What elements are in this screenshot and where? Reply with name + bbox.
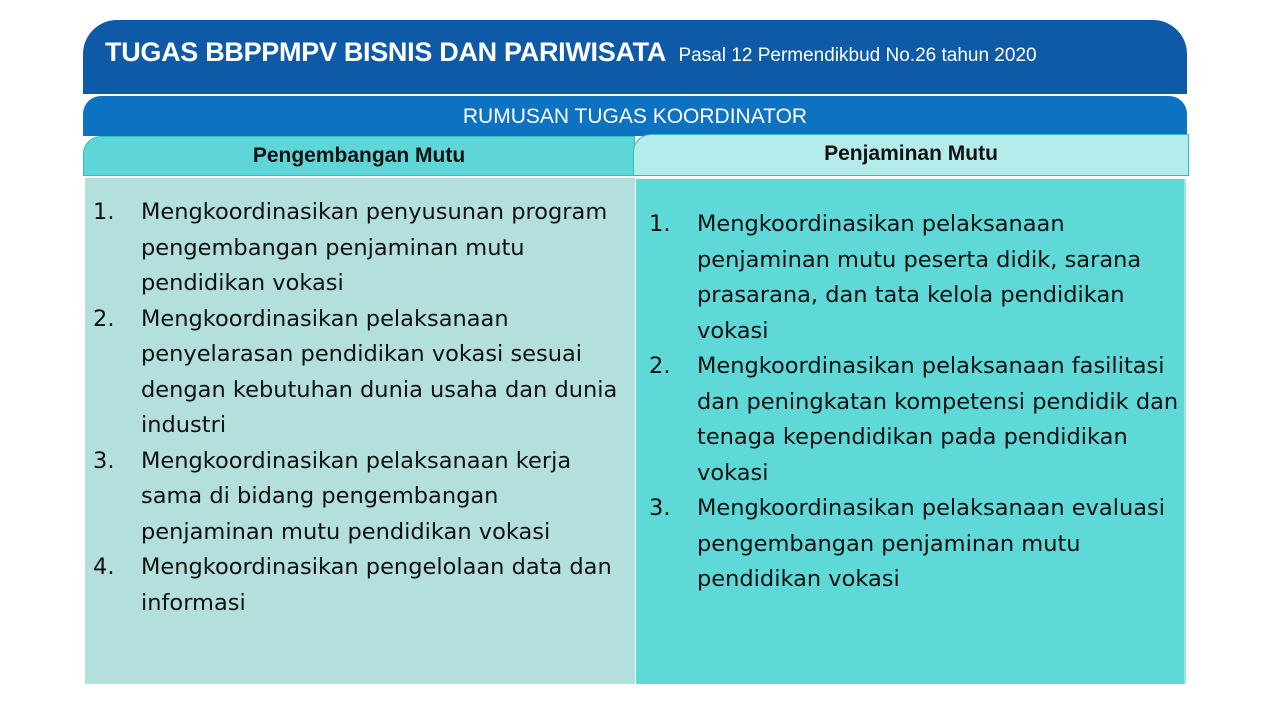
list-item-text: Mengkoordinasikan pengelolaan data dan informasi: [141, 554, 612, 616]
list-item: [641, 207, 1186, 349]
list-item-number: 1.: [649, 211, 671, 237]
task-list: [641, 207, 1186, 598]
list-item-text: Mengkoordinasikan penyusunan program pengembangan penjaminan mutu pendidikan vokasi: [141, 199, 608, 296]
list-item-text: Mengkoordinasikan pelaksanaan kerja sama di bidang pengembangan penjaminan mutu pendidikan vokasi: [141, 447, 572, 545]
title-banner: [83, 20, 1187, 94]
list-item-text: Mengkoordinasikan pelaksanaan evaluasi pengembangan penjaminan mutu pendidikan vokasi: [697, 495, 1165, 592]
column-header-penjaminan-mutu: [633, 134, 1189, 176]
list-item: [641, 491, 1186, 598]
list-item: [85, 302, 630, 444]
task-list: [85, 195, 630, 621]
list-item-text: Mengkoordinasikan pelaksanaan fasilitasi dan peningkatan kompetensi pendidik dan tenaga kependidikan pada pendidikan vokasi: [697, 353, 1179, 486]
list-item: [85, 550, 630, 621]
column-header-pengembangan-mutu: [83, 136, 635, 176]
list-item-number: 3.: [93, 447, 115, 474]
list-item-text: Mengkoordinasikan pelaksanaan penjaminan mutu peserta didik, sarana prasarana, dan tata kelola pendidikan vokasi: [697, 211, 1142, 344]
section-banner: [83, 96, 1187, 136]
list-item-number: 3.: [649, 495, 671, 521]
list-item: [641, 349, 1186, 491]
column-heading-label: Penjaminan Mutu: [824, 142, 998, 165]
list-item: [85, 195, 630, 302]
list-item-number: 1.: [93, 199, 115, 225]
column-heading-label: Pengembangan Mutu: [252, 144, 466, 167]
list-item-number: 4.: [93, 554, 115, 580]
section-title: RUMUSAN TUGAS KOORDINATOR: [462, 105, 808, 128]
list-item-text: Mengkoordinasikan pelaksanaan penyelarasan pendidikan vokasi sesuai dengan kebutuhan dunia usaha dan dunia industri: [141, 305, 618, 438]
page-subtitle: Pasal 12 Permendikbud No.26 tahun 2020: [678, 45, 1037, 66]
pengembangan-mutu-panel: [85, 178, 635, 684]
page-title: TUGAS BBPPMPV BISNIS DAN PARIWISATA: [105, 37, 667, 67]
list-item-number: 2.: [649, 353, 671, 379]
list-item: [85, 444, 630, 551]
penjaminan-mutu-panel: [636, 179, 1186, 684]
list-item-number: 2.: [93, 305, 115, 332]
